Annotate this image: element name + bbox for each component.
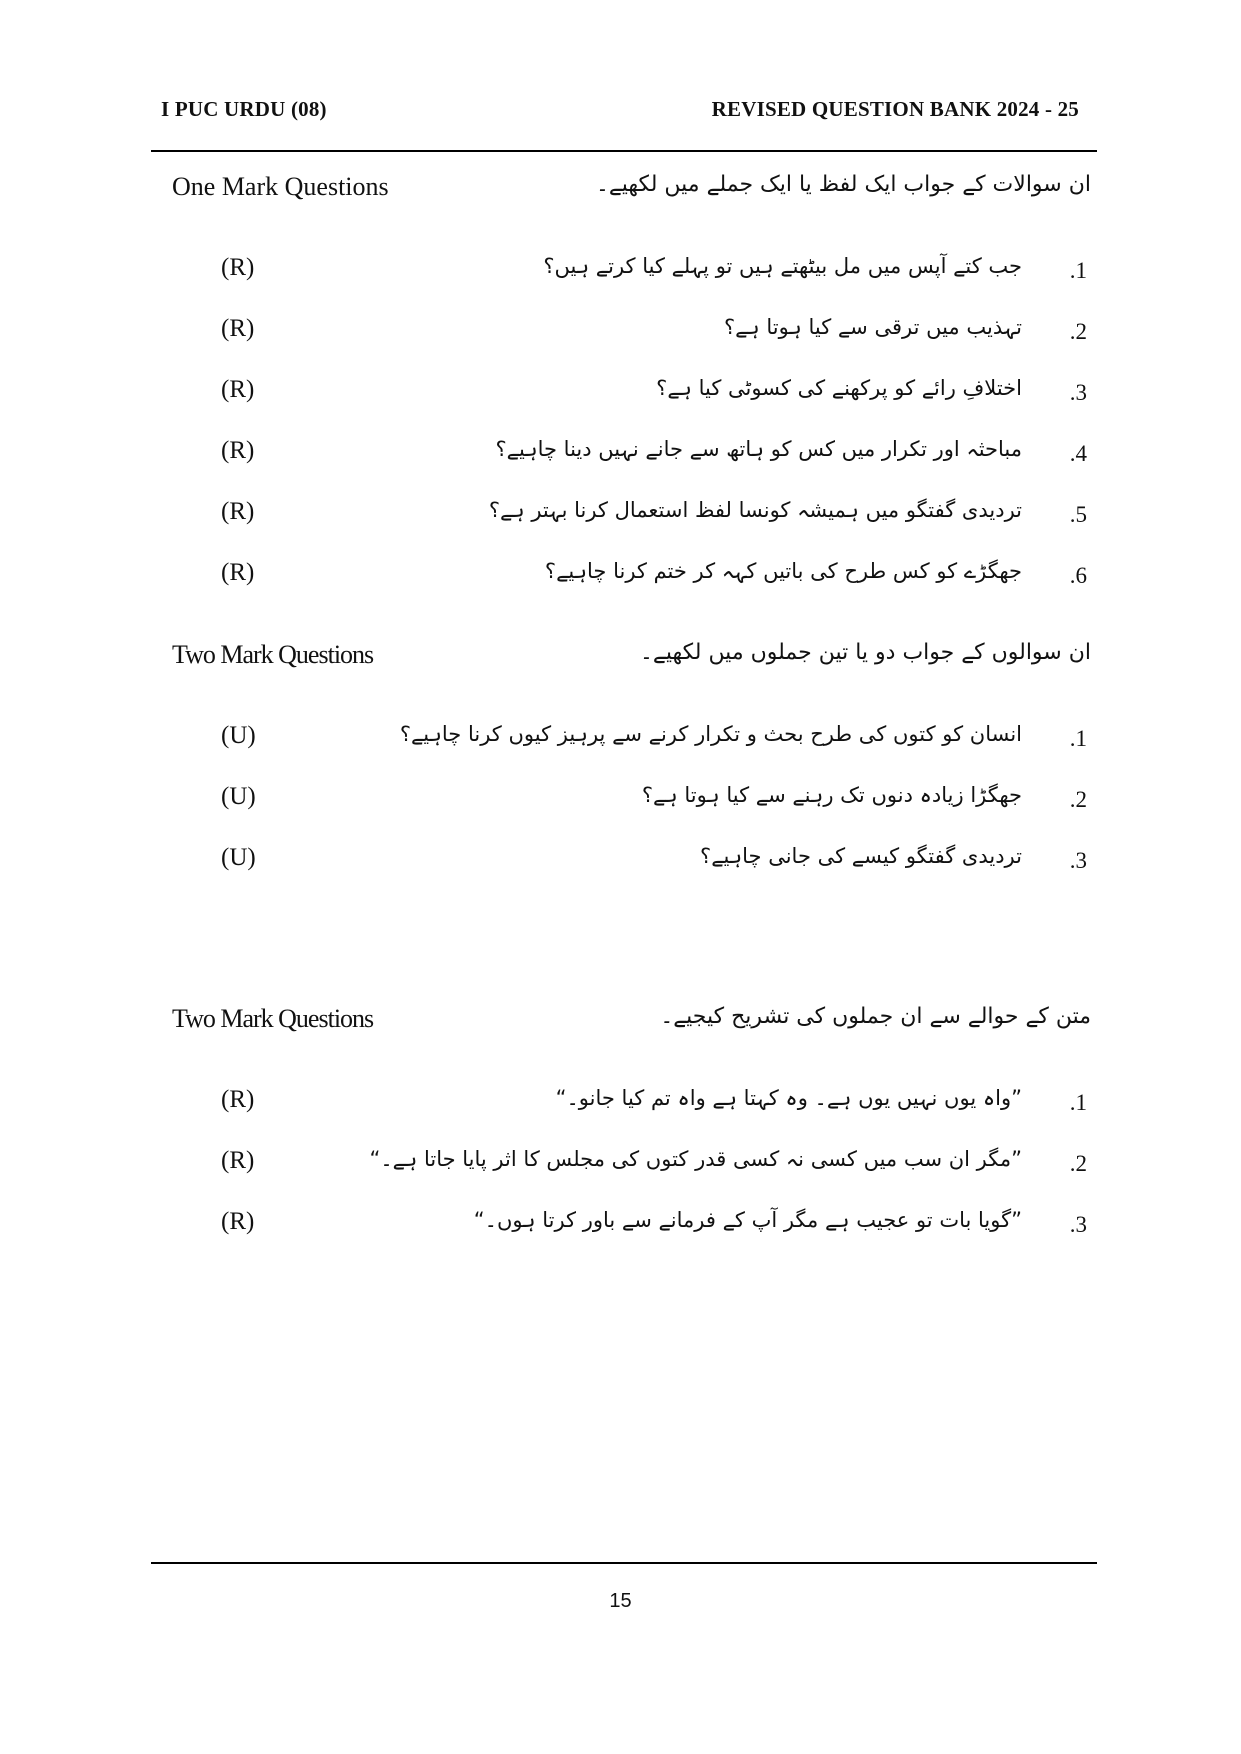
- question-text: مباحثہ اور تکرار میں کس کو ہاتھ سے جانے نہیں دینا چاہیے؟: [495, 437, 1022, 461]
- question-number: .3: [1069, 380, 1087, 405]
- section-3-instruction: متن کے حوالے سے ان جملوں کی تشریح کیجیے۔: [660, 1004, 1091, 1029]
- question-row: [151, 498, 1097, 538]
- question-row: [151, 437, 1097, 477]
- question-mark-type: (R): [221, 315, 255, 342]
- question-text: جھگڑا زیادہ دنوں تک رہنے سے کیا ہوتا ہے؟: [641, 783, 1022, 807]
- question-number: .2: [1069, 319, 1087, 344]
- question-text: ”گویا بات تو عجیب ہے مگر آپ کے فرمانے سے باور کرتا ہوں۔“: [473, 1208, 1022, 1232]
- question-number: .1: [1069, 726, 1087, 751]
- question-row: [151, 1147, 1097, 1187]
- question-mark-type: (U): [221, 722, 256, 749]
- header-rule: [151, 150, 1097, 152]
- question-number: .2: [1069, 787, 1087, 812]
- question-row: [151, 254, 1097, 294]
- question-number: .5: [1069, 502, 1087, 527]
- question-text: جب کتے آپس میں مل بیٹھتے ہیں تو پہلے کیا کرتے ہیں؟: [543, 254, 1022, 278]
- question-mark-type: (R): [221, 1208, 255, 1235]
- footer-rule: [151, 1562, 1097, 1564]
- section-2-title: Two Mark Questions: [172, 640, 374, 669]
- question-number: .2: [1069, 1151, 1087, 1176]
- question-row: [151, 315, 1097, 355]
- question-number: .1: [1069, 258, 1087, 283]
- question-text: تردیدی گفتگو میں ہمیشہ کونسا لفظ استعمال کرنا بہتر ہے؟: [488, 498, 1022, 522]
- section-1-instruction: ان سوالات کے جواب ایک لفظ یا ایک جملے میں لکھیے۔: [596, 172, 1091, 197]
- question-text: انسان کو کتوں کی طرح بحث و تکرار کرنے سے پرہیز کیوں کرنا چاہیے؟: [399, 722, 1022, 746]
- question-mark-type: (R): [221, 1086, 255, 1113]
- question-row: [151, 559, 1097, 599]
- question-row: [151, 376, 1097, 416]
- question-row: [151, 722, 1097, 762]
- question-text: تردیدی گفتگو کیسے کی جانی چاہیے؟: [700, 844, 1022, 868]
- question-number: .6: [1069, 563, 1087, 588]
- question-mark-type: (R): [221, 1147, 255, 1174]
- question-text: ”مگر ان سب میں کسی نہ کسی قدر کتوں کی مجلس کا اثر پایا جاتا ہے۔“: [369, 1147, 1022, 1171]
- question-row: [151, 1208, 1097, 1248]
- question-mark-type: (R): [221, 254, 255, 281]
- question-mark-type: (R): [221, 376, 255, 403]
- question-mark-type: (U): [221, 844, 256, 871]
- page-number: 15: [609, 1590, 632, 1612]
- question-text: اختلافِ رائے کو پرکھنے کی کسوٹی کیا ہے؟: [656, 376, 1022, 400]
- section-1-title: One Mark Questions: [172, 172, 389, 201]
- question-text: جھگڑے کو کس طرح کی باتیں کہہ کر ختم کرنا چاہیے؟: [544, 559, 1022, 583]
- question-mark-type: (R): [221, 498, 255, 525]
- question-mark-type: (U): [221, 783, 256, 810]
- question-number: .3: [1069, 848, 1087, 873]
- header-left: I PUC URDU (08): [161, 97, 327, 121]
- section-2-instruction: ان سوالوں کے جواب دو یا تین جملوں میں لکھیے۔: [640, 640, 1091, 665]
- section-3-title: Two Mark Questions: [172, 1004, 374, 1033]
- question-number: .1: [1069, 1090, 1087, 1115]
- question-row: [151, 783, 1097, 823]
- question-mark-type: (R): [221, 437, 255, 464]
- question-row: [151, 844, 1097, 884]
- header-right: REVISED QUESTION BANK 2024 - 25: [711, 97, 1079, 121]
- question-number: .3: [1069, 1212, 1087, 1237]
- question-number: .4: [1069, 441, 1087, 466]
- question-text: تہذیب میں ترقی سے کیا ہوتا ہے؟: [723, 315, 1022, 339]
- question-text: ”واہ یوں نہیں یوں ہے۔ وہ کہتا ہے واہ تم کیا جانو۔“: [555, 1086, 1022, 1110]
- question-mark-type: (R): [221, 559, 255, 586]
- question-row: [151, 1086, 1097, 1126]
